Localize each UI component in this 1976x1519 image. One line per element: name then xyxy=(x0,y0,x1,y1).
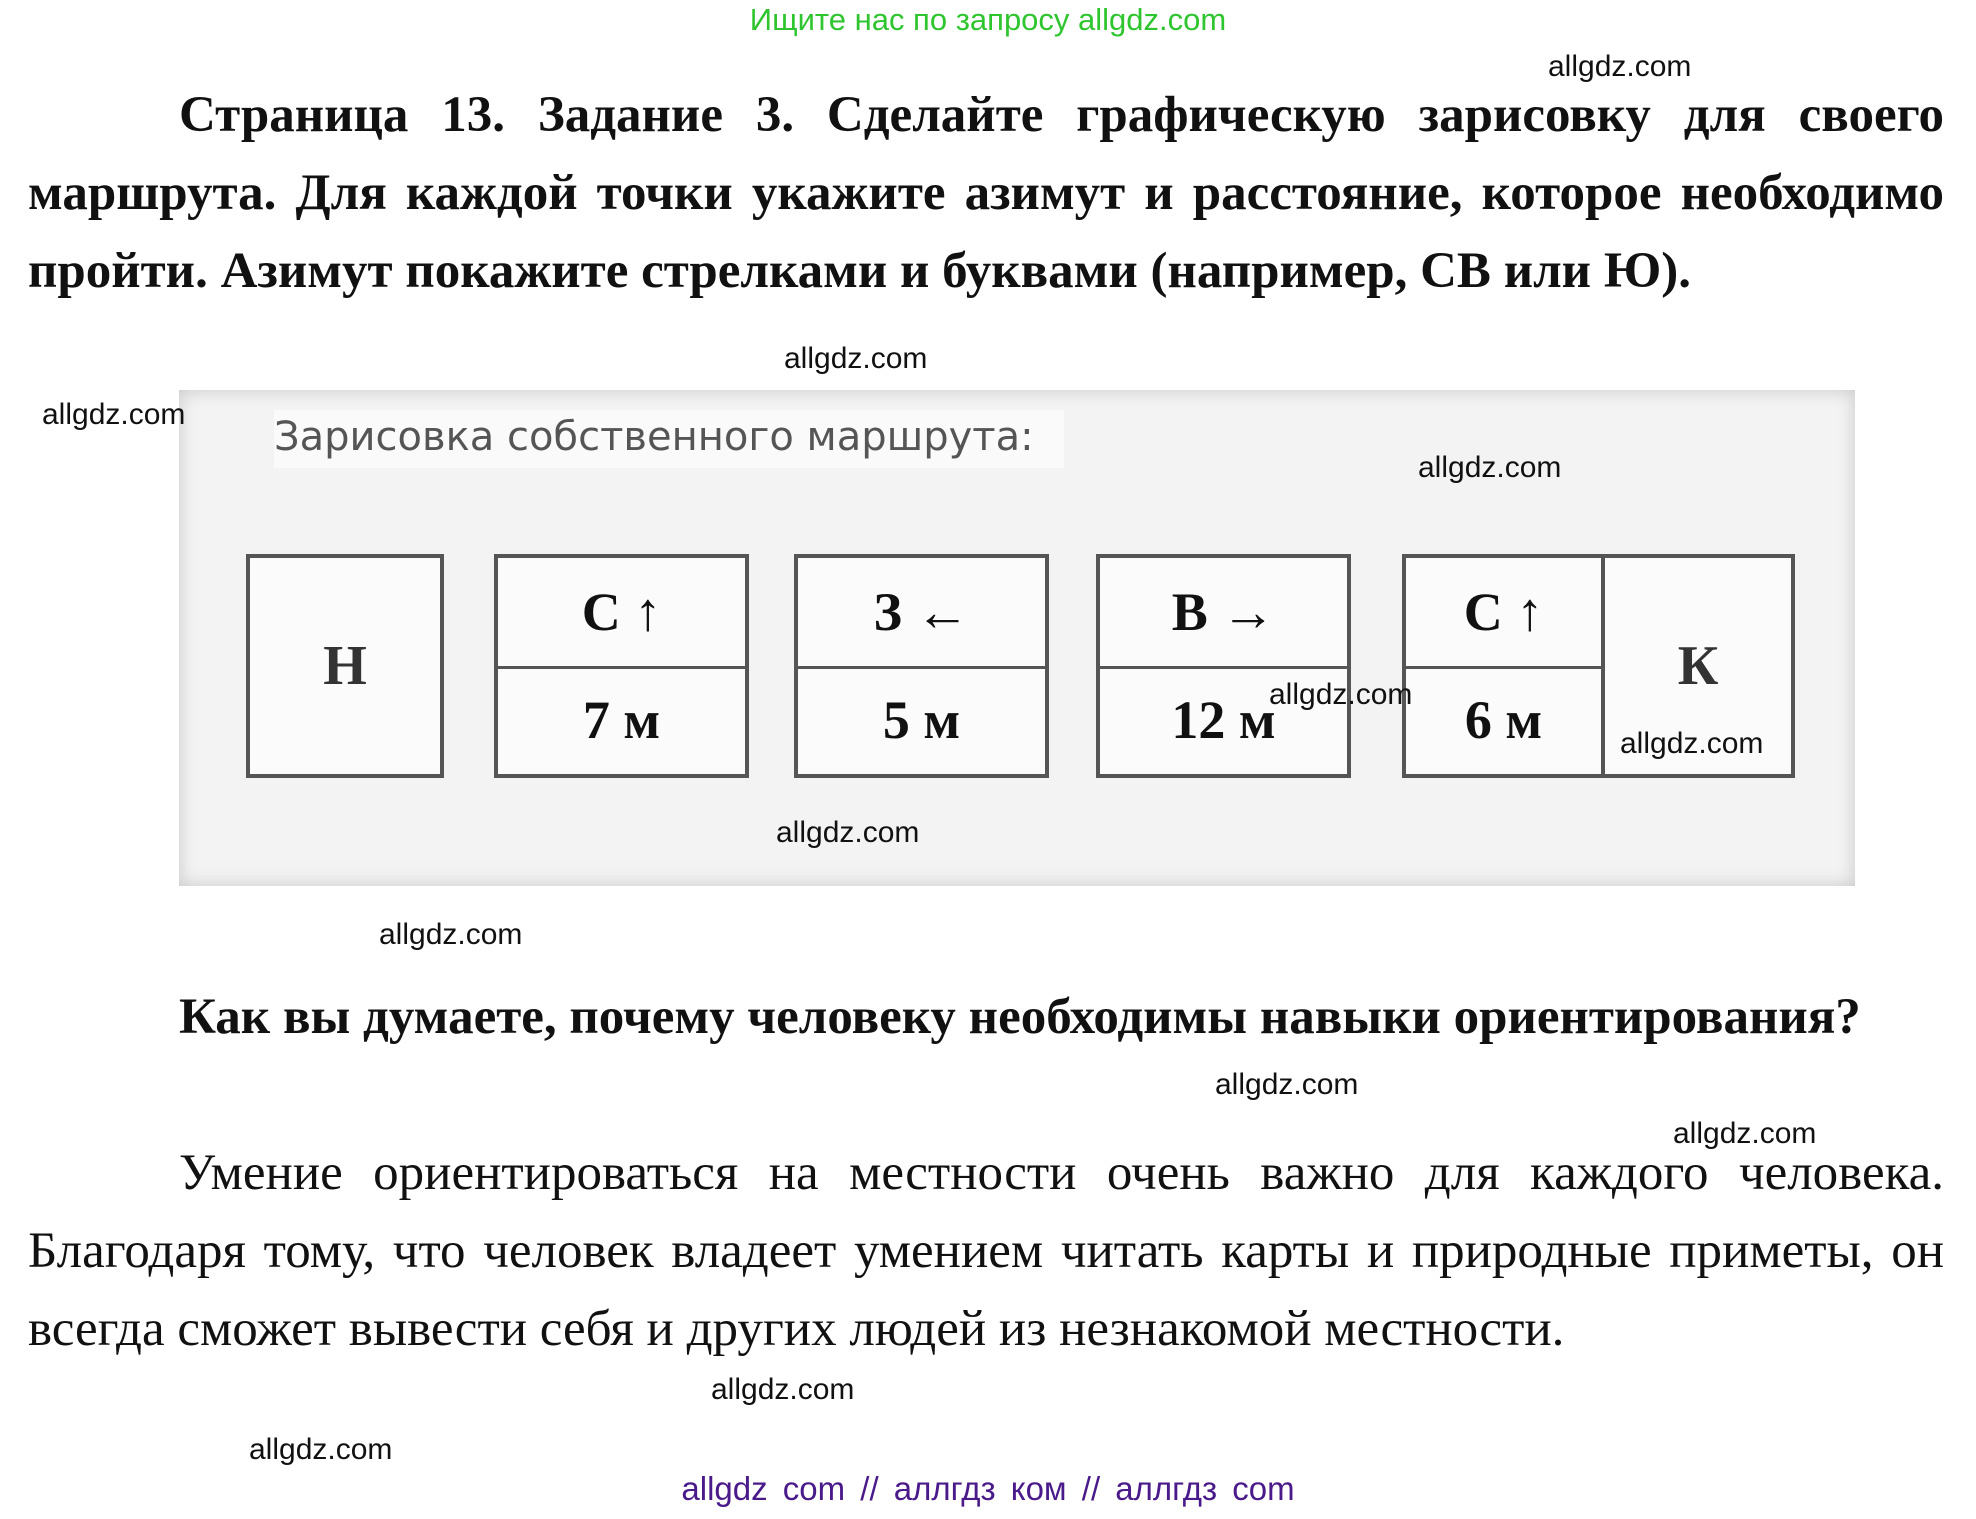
step-cell xyxy=(1096,554,1351,778)
step-cell xyxy=(494,554,749,778)
watermark: allgdz.com xyxy=(249,1433,393,1466)
watermark: allgdz.com xyxy=(1418,451,1562,484)
search-hint-link[interactable]: Ищите нас по запросу allgdz.com xyxy=(749,2,1227,37)
step-cell xyxy=(794,554,1049,778)
question-text: Как вы думаете, почему человеку необходимы навыки ориентирования? xyxy=(179,989,1861,1045)
start-label: Н xyxy=(323,635,367,697)
end-label: К xyxy=(1677,635,1719,697)
step-direction: С ↑ xyxy=(498,558,745,669)
watermark: allgdz.com xyxy=(379,918,523,951)
watermark: allgdz.com xyxy=(784,342,928,375)
step-direction: В → xyxy=(1100,558,1347,669)
start-cell xyxy=(246,554,444,778)
route-sketch-figure xyxy=(179,390,1855,886)
footer-links[interactable]: allgdz com // аллгдз ком // аллгдз com xyxy=(681,1470,1295,1507)
step-distance: 5 м xyxy=(882,690,961,750)
watermark: allgdz.com xyxy=(776,816,920,849)
watermark: allgdz.com xyxy=(1215,1068,1359,1101)
watermark: allgdz.com xyxy=(1269,678,1413,711)
watermark: allgdz.com xyxy=(1548,50,1692,83)
watermark: allgdz.com xyxy=(42,398,186,431)
step-direction: С ↑ xyxy=(1406,558,1601,669)
step-distance: 12 м xyxy=(1171,690,1276,750)
task-text: Страница 13. Задание 3. Сделайте графическую зарисовку для своего маршрута. Для каждой точки укажите азимут и расстояние, которое необходимо пройти. Азимут покажите стрелками и буквами (например, СВ или Ю). xyxy=(28,87,1944,299)
watermark: allgdz.com xyxy=(1620,727,1764,760)
figure-title: Зарисовка собственного маршрута: xyxy=(274,410,1064,468)
watermark: allgdz.com xyxy=(711,1373,855,1406)
step-distance: 6 м xyxy=(1464,690,1543,750)
answer-text: Умение ориентироваться на местности очень важно для каждого человека. Благодаря тому, что человек владеет умением читать карты и природные приметы, он всегда сможет вывести себя и других людей из незнакомой местности. xyxy=(28,1145,1944,1357)
step-cell xyxy=(1402,554,1603,778)
watermark: allgdz.com xyxy=(1673,1117,1817,1150)
step-direction: З ← xyxy=(798,558,1045,669)
step-distance: 7 м xyxy=(582,690,661,750)
